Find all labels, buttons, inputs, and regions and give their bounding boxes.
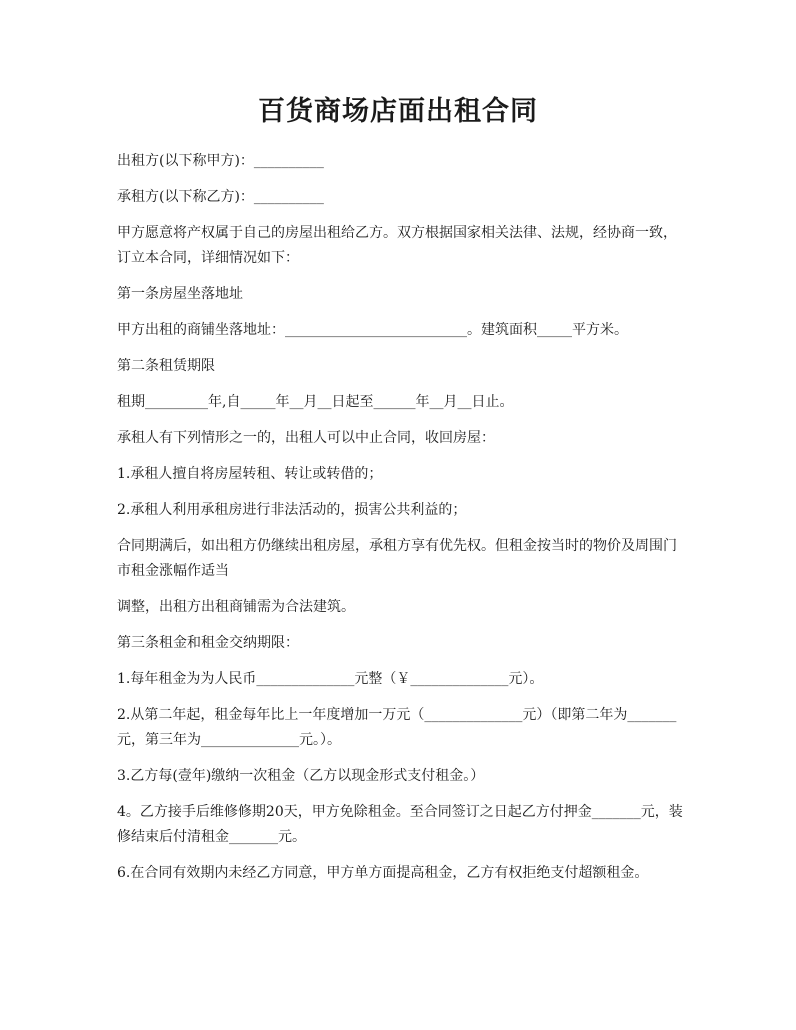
rent-item-2: 2.从第二年起，租金每年比上一年度增加一万元（______________元）（即第二年为_______元，第三年为______________元。）。 <box>117 707 677 748</box>
adjustment-line: 调整，出租方出租商铺需为合法建筑。 <box>117 599 355 615</box>
document-title: 百货商场店面出租合同 <box>258 96 538 127</box>
property-address-line: 甲方出租的商铺坐落地址：__________________________。建筑面积_____平方米。 <box>117 322 628 338</box>
lessee-line: 承租方(以下称乙方)：__________ <box>117 189 324 205</box>
lessor-line: 出租方(以下称甲方)：__________ <box>117 153 324 169</box>
termination-conditions-line: 承租人有下列情形之一的，出租人可以中止合同，收回房屋： <box>117 430 495 446</box>
rent-item-3: 3.乙方每(壹年)缴纳一次租金（乙方以现金形式支付租金。） <box>117 768 485 784</box>
condition-2-line: 2.承租人利用承租房进行非法活动的，损害公共利益的； <box>117 502 467 518</box>
intro-paragraph: 甲方愿意将产权属于自己的房屋出租给乙方。双方根据国家相关法律、法规，经协商一致，订立本合同，详细情况如下： <box>117 225 677 266</box>
rent-item-1: 1.每年租金为为人民币______________元整（￥______________元）。 <box>117 671 544 687</box>
condition-1-line: 1.承租人擅自将房屋转租、转让或转借的； <box>117 466 383 482</box>
renewal-paragraph: 合同期满后，如出租方仍继续出租房屋，承租方享有优先权。但租金按当时的物价及周围门市租金涨幅作适当 <box>117 538 677 579</box>
article-2-heading: 第二条租赁期限 <box>117 358 215 374</box>
rent-item-6: 6.在合同有效期内未经乙方同意，甲方单方面提高租金，乙方有权拒绝支付超额租金。 <box>117 865 649 881</box>
lease-term-line: 租期_________年,自_____年__月__日起至______年__月__日止。 <box>117 394 514 410</box>
article-3-heading: 第三条租金和租金交纳期限： <box>117 635 299 651</box>
rent-item-4: 4。乙方接手后维修修期20天，甲方免除租金。至合同签订之日起乙方付押金_______元，装修结束后付清租金_______元。 <box>117 804 683 845</box>
article-1-heading: 第一条房屋坐落地址 <box>117 286 243 302</box>
